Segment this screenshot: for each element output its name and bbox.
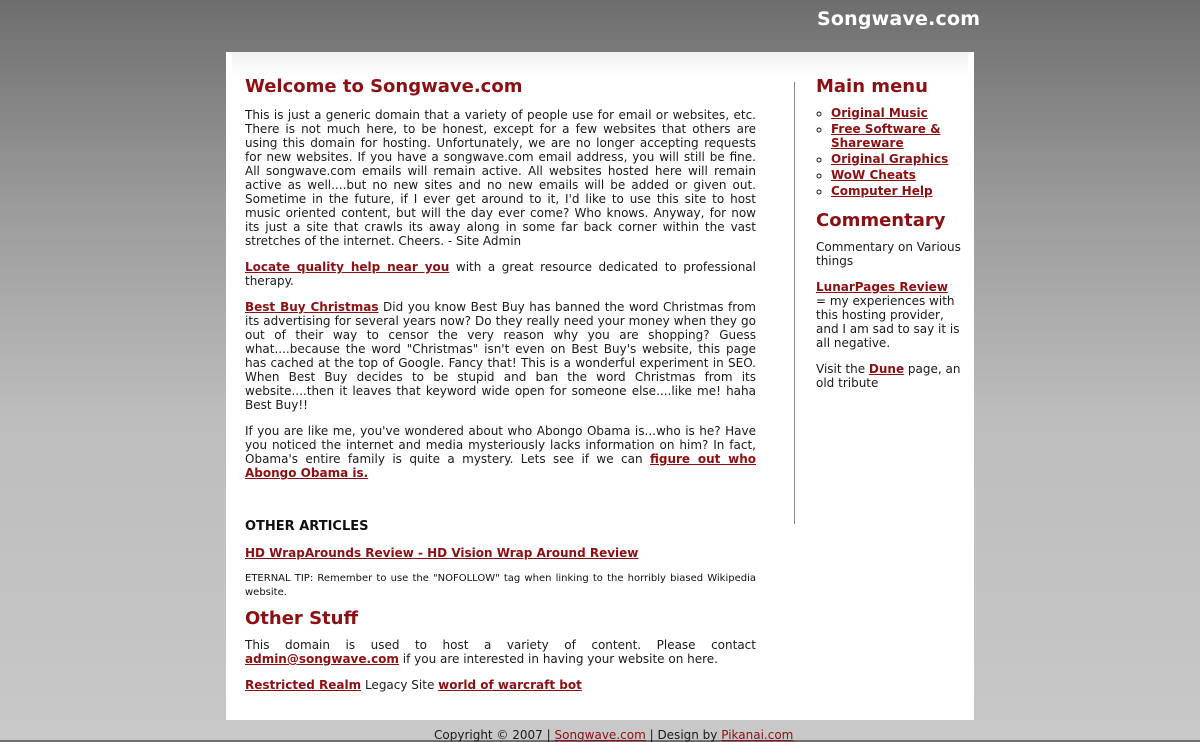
dune-link[interactable]: Dune [868,362,905,376]
bestbuy-link[interactable]: Best Buy Christmas [245,300,379,314]
welcome-heading: Welcome to Songwave.com [245,76,523,97]
contact-paragraph [245,638,756,666]
other-stuff-heading: Other Stuff [245,608,359,629]
main-menu-heading: Main menu [816,76,928,97]
legacy-paragraph [245,678,756,692]
hd-wraparounds-link[interactable]: HD WrapArounds Review - HD Vision Wrap Around Review [245,546,639,560]
bestbuy-text: Did you know Best Buy has banned the word Christmas from its advertising for several years now? Do they really need your money when they go out of their way to censor the very reason why you are shopping? Guess what....because the word "Christmas" isn't even on Best Buy's website, this page has cached at the top of Google. Fancy that! This is a wonderful experiment in SEO. When Best Buy decides to be stupid and ban the word Christmas from its website....then it leaves that keyword wide open for someone else....like me! haha Best Buy!! [245,300,756,412]
lunarpages-review-link[interactable]: LunarPages Review [816,280,948,294]
lunar-paragraph [816,280,961,350]
hd-paragraph [245,546,756,560]
site-title: Songwave.com [817,8,981,30]
menu-item [831,184,961,198]
menu-item [831,122,961,150]
dune-paragraph [816,362,961,390]
bestbuy-paragraph [245,300,756,412]
main-column [245,76,756,704]
dune-prefix: Visit the [816,362,869,376]
intro-paragraph: This is just a generic domain that a variety of people use for email or websites, etc. There is not much here, to be honest, except for a few websites that others are using this domain for hosting. Unfortunately, we are no longer accepting requests for new websites. If you have a songwave.com email address, you will still be fine. All songwave.com emails will remain active. All websites hosted here will remain active as well....but no new sites and no new emails will be added or given out. Sometime in the future, if I ever get around to it, I'd like to use this site to host music oriented content, but will the day ever come? Who knows. Anyway, for now its just a site that crawls its away along in some far back corner within the vast stretches of the internet. Cheers. - Site Admin [245,108,756,248]
copyright-text: Copyright © 2007 | [434,728,555,742]
footer-site-link[interactable]: Songwave.com [554,728,646,742]
menu-link-wow-cheats[interactable]: WoW Cheats [831,168,916,182]
therapy-text: with a great resource dedicated to professional therapy. [245,260,756,288]
menu-link-free-software[interactable]: Free Software & Shareware [831,122,941,150]
wow-bot-link[interactable]: world of warcraft bot [438,678,582,692]
commentary-heading: Commentary [816,210,946,231]
menu-item [831,152,961,166]
menu-link-original-music[interactable]: Original Music [831,106,928,120]
footer-design-link[interactable]: Pikanai.com [721,728,794,742]
contact-text-2: if you are interested in having your website on here. [398,652,718,666]
menu-link-computer-help[interactable]: Computer Help [831,184,933,198]
legacy-text: Legacy Site [361,678,439,692]
obama-text: If you are like me, you've wondered about who Abongo Obama is...who is he? Have you noticed the internet and media mysteriously lacks information on him? In fact, Obama's entire family is quite a mystery. Lets see if we can [245,424,756,466]
panel-top-band [232,52,968,76]
admin-email-link[interactable]: admin@songwave.com [245,652,399,666]
contact-text: This domain is used to host a variety of content. Please contact [245,638,756,652]
obama-link[interactable]: figure out who Abongo Obama is. [245,452,756,480]
lunar-text: = my experiences with this hosting provider, and I am sad to say it is all negative. [816,294,960,350]
menu-item [831,168,961,182]
main-menu [816,106,961,198]
design-text: | Design by [645,728,722,742]
dune-suffix: page, an old tribute [816,362,961,390]
therapy-paragraph [245,260,756,288]
sidebar [816,76,961,402]
menu-item [831,106,961,120]
other-articles-heading: OTHER ARTICLES [245,519,369,534]
column-divider [794,82,795,524]
content-panel [226,52,974,720]
therapy-link[interactable]: Locate quality help near you [245,260,450,274]
eternal-tip: ETERNAL TIP: Remember to use the "NOFOLLOW" tag when linking to the horribly biased Wikipedia website. [245,573,756,598]
obama-paragraph [245,424,756,480]
menu-link-original-graphics[interactable]: Original Graphics [831,152,949,166]
restricted-realm-link[interactable]: Restricted Realm [245,678,362,692]
commentary-intro: Commentary on Various things [816,240,961,268]
